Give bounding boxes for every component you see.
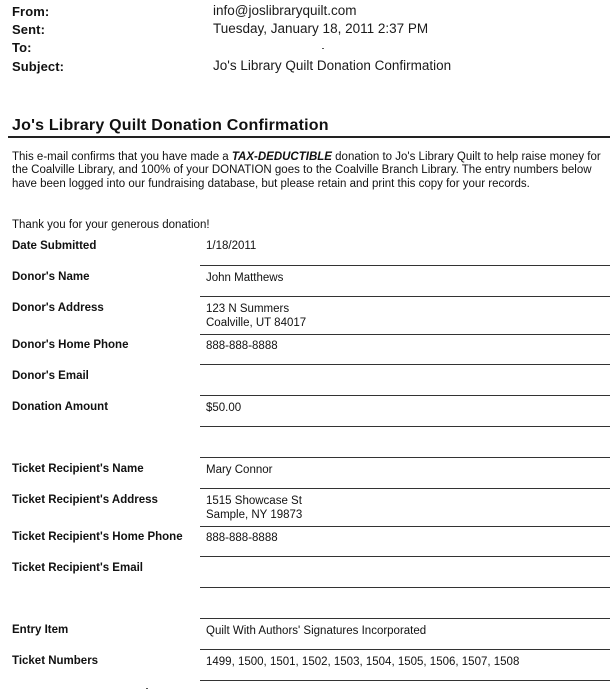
page-title: Jo's Library Quilt Donation Confirmation xyxy=(12,117,329,134)
field-value: Mary Connor xyxy=(206,464,273,476)
field-underline xyxy=(200,488,610,489)
field-underline xyxy=(200,680,610,681)
field-value: 1515 Showcase St Sample, NY 19873 xyxy=(206,495,303,521)
scan-speck xyxy=(322,48,324,49)
field-underline xyxy=(200,296,610,297)
field-label: Ticket Recipient's Name xyxy=(12,463,144,475)
field-value: 123 N Summers Coalville, UT 84017 xyxy=(206,303,307,329)
field-value: 888-888-8888 xyxy=(206,532,278,544)
field-underline xyxy=(200,364,610,365)
field-label: Ticket Recipient's Address xyxy=(12,494,158,506)
field-value: 1499, 1500, 1501, 1502, 1503, 1504, 1505, 1506, 1507, 1508 xyxy=(206,656,520,668)
field-value: Quilt With Authors' Signatures Incorporated xyxy=(206,625,427,637)
field-label: Donor's Name xyxy=(12,271,90,283)
subject-value: Jo's Library Quilt Donation Confirmation xyxy=(213,58,452,73)
field-label: Donor's Home Phone xyxy=(12,339,129,351)
field-label: Donation Amount xyxy=(12,401,109,413)
field-underline xyxy=(200,587,610,588)
field-label: Date Submitted xyxy=(12,240,97,252)
from-value: info@joslibraryquilt.com xyxy=(213,3,357,18)
field-label: Donor's Email xyxy=(12,370,89,382)
intro-text-end: donation to Jo's Library Quilt to help raise money for the Coalville Library, and 100% of your DONATION goes to the Coalville Branch Library. The entry numbers below have been logged into our fundraising database, but please retain and print this copy for your records. xyxy=(12,151,601,190)
thank-you-text: Thank you for your generous donation! xyxy=(12,219,210,231)
field-label: Ticket Recipient's Email xyxy=(12,562,143,574)
field-value: 1/18/2011 xyxy=(206,240,257,252)
field-label: Donor's Address xyxy=(12,302,104,314)
from-label: From: xyxy=(12,4,50,19)
field-label: Entry Item xyxy=(12,624,69,636)
field-value: John Matthews xyxy=(206,272,284,284)
field-underline xyxy=(200,426,610,427)
field-underline xyxy=(200,265,610,266)
field-underline xyxy=(200,395,610,396)
intro-emphasis: TAX-DEDUCTIBLE xyxy=(231,151,332,163)
field-underline xyxy=(200,526,610,527)
field-label: Ticket Numbers xyxy=(12,655,99,667)
scan-speck xyxy=(146,688,148,689)
field-underline xyxy=(200,457,610,458)
field-value: 888-888-8888 xyxy=(206,340,278,352)
field-underline xyxy=(200,649,610,650)
sent-value: Tuesday, January 18, 2011 2:37 PM xyxy=(213,21,429,36)
field-label: Ticket Recipient's Home Phone xyxy=(12,531,183,543)
sent-label: Sent: xyxy=(12,22,45,37)
intro-text-start: This e-mail confirms that you have made a xyxy=(12,151,232,163)
title-divider xyxy=(8,136,610,138)
field-underline xyxy=(200,556,610,557)
to-label: To: xyxy=(12,40,32,55)
field-underline xyxy=(200,618,610,619)
field-value: $50.00 xyxy=(206,402,242,414)
subject-label: Subject: xyxy=(12,59,65,74)
intro-paragraph xyxy=(12,151,602,191)
field-underline xyxy=(200,334,610,335)
